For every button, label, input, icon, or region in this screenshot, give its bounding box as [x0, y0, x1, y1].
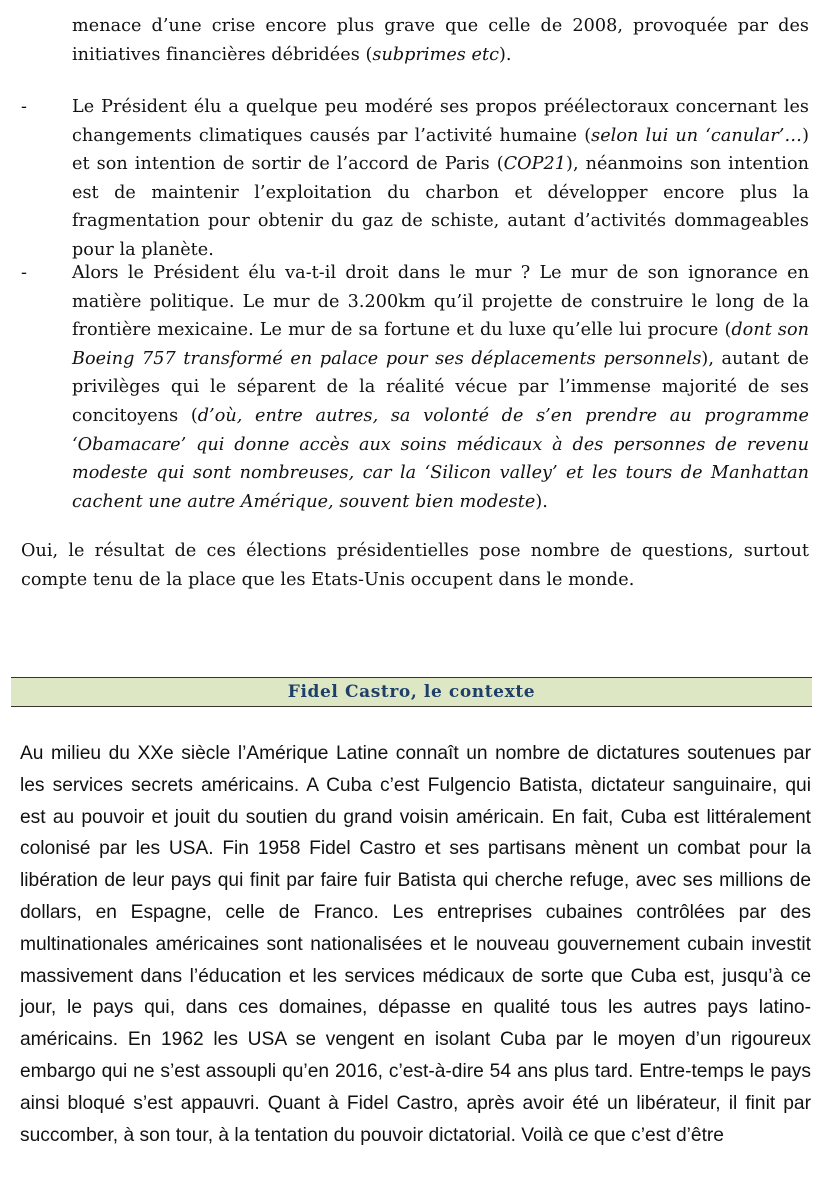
bullet-text: ). — [535, 491, 548, 512]
bullet-italic: COP21 — [503, 154, 567, 175]
intro-continuation-paragraph — [72, 12, 809, 69]
intro-text: menace d’une crise encore plus grave que celle de 2008, provoquée par des initiatives financières débridées ( — [72, 16, 809, 65]
bullet-text: Alors le Président élu va-t-il droit dans le mur ? Le mur de son ignorance en matière politique. Le mur de 3.200km qu’il projette de construire le long de la frontière mexicaine. Le mur de sa fortune et du luxe qu’elle lui procure ( — [72, 263, 809, 341]
bullet-marker: - — [21, 263, 27, 283]
intro-italic: subprimes etc — [372, 44, 499, 65]
bullet-item-climate — [72, 93, 809, 265]
bullet-italic: dont son Boeing 757 transformé en palace pour ses déplacements personnels — [72, 320, 809, 369]
bullet-text: ) et son intention de sortir de l’accord de Paris ( — [72, 125, 810, 175]
bullet-italic: selon lui un ‘canular’… — [591, 125, 803, 146]
bullet-text: ), néanmoins son intention est de maintenir l’exploitation du charbon et développer encore plus la fragmentation pour obtenir du gaz de schiste, autant d’activités dommageables pour la planète. — [72, 154, 809, 260]
section-heading-bar — [11, 677, 812, 707]
conclusion-paragraph: Oui, le résultat de ces élections présidentielles pose nombre de questions, surtout compte tenu de la place que les Etats-Unis occupent dans le monde. — [21, 541, 809, 590]
section-heading: Fidel Castro, le contexte — [287, 682, 536, 702]
intro-end: ). — [499, 44, 512, 65]
section-body-paragraph: Au milieu du XXe siècle l’Amérique Latine connaît un nombre de dictatures soutenues par les services secrets américains. A Cuba c’est Fulgencio Batista, dictateur sanguinaire, qui est au pouvoir et jouit du soutien du grand voisin américain. En fait, Cuba est littéralement colonisé par les USA. Fin 1958 Fidel Castro et ses partisans mènent un combat pour la libération de leur pays qui finit par faire fuir Batista qui cherche refuge, avec ses millions de dollars, en Espagne, celle de Franco. Les entreprises cubaines contrôlées par des multinationales américaines sont nationalisées et le nouveau gouvernement cubain investit massivement dans l’éducation et les services médicaux de sorte que Cuba est, jusqu’à ce jour, le pays qui, dans ces domaines, dépasse en qualité tous les autres pays latino-américains. En 1962 les USA se vengent en isolant Cuba par le moyen d’un rigoureux embargo qui ne s’est assoupli qu’en 2016, c’est-à-dire 54 ans plus tard. Entre-temps le pays ainsi bloqué s’est appauvri. Quant à Fidel Castro, après avoir été un libérateur, il finit par succomber, à son tour, à la tentation du pouvoir dictatorial. Voilà ce que c’est d’être — [20, 743, 811, 1146]
bullet-text: ), autant de privilèges qui le séparent de la réalité vécue par l’immense majorité de ses concitoyens ( — [72, 348, 809, 426]
bullet-item-wall — [72, 259, 809, 516]
bullet-marker: - — [21, 97, 27, 117]
bullet-text: Le Président élu a quelque peu modéré ses propos préélectoraux concernant les changements climatiques causés par l’activité humaine ( — [72, 97, 809, 146]
bullet-italic: d’où, entre autres, sa volonté de s’en prendre au programme ‘Obamacare’ qui donne accès aux soins médicaux à des personnes de revenu modeste qui sont nombreuses, car la ‘Silicon valley’ et les tours de Manhattan cachent une autre Amérique, souvent bien modeste — [72, 405, 809, 512]
